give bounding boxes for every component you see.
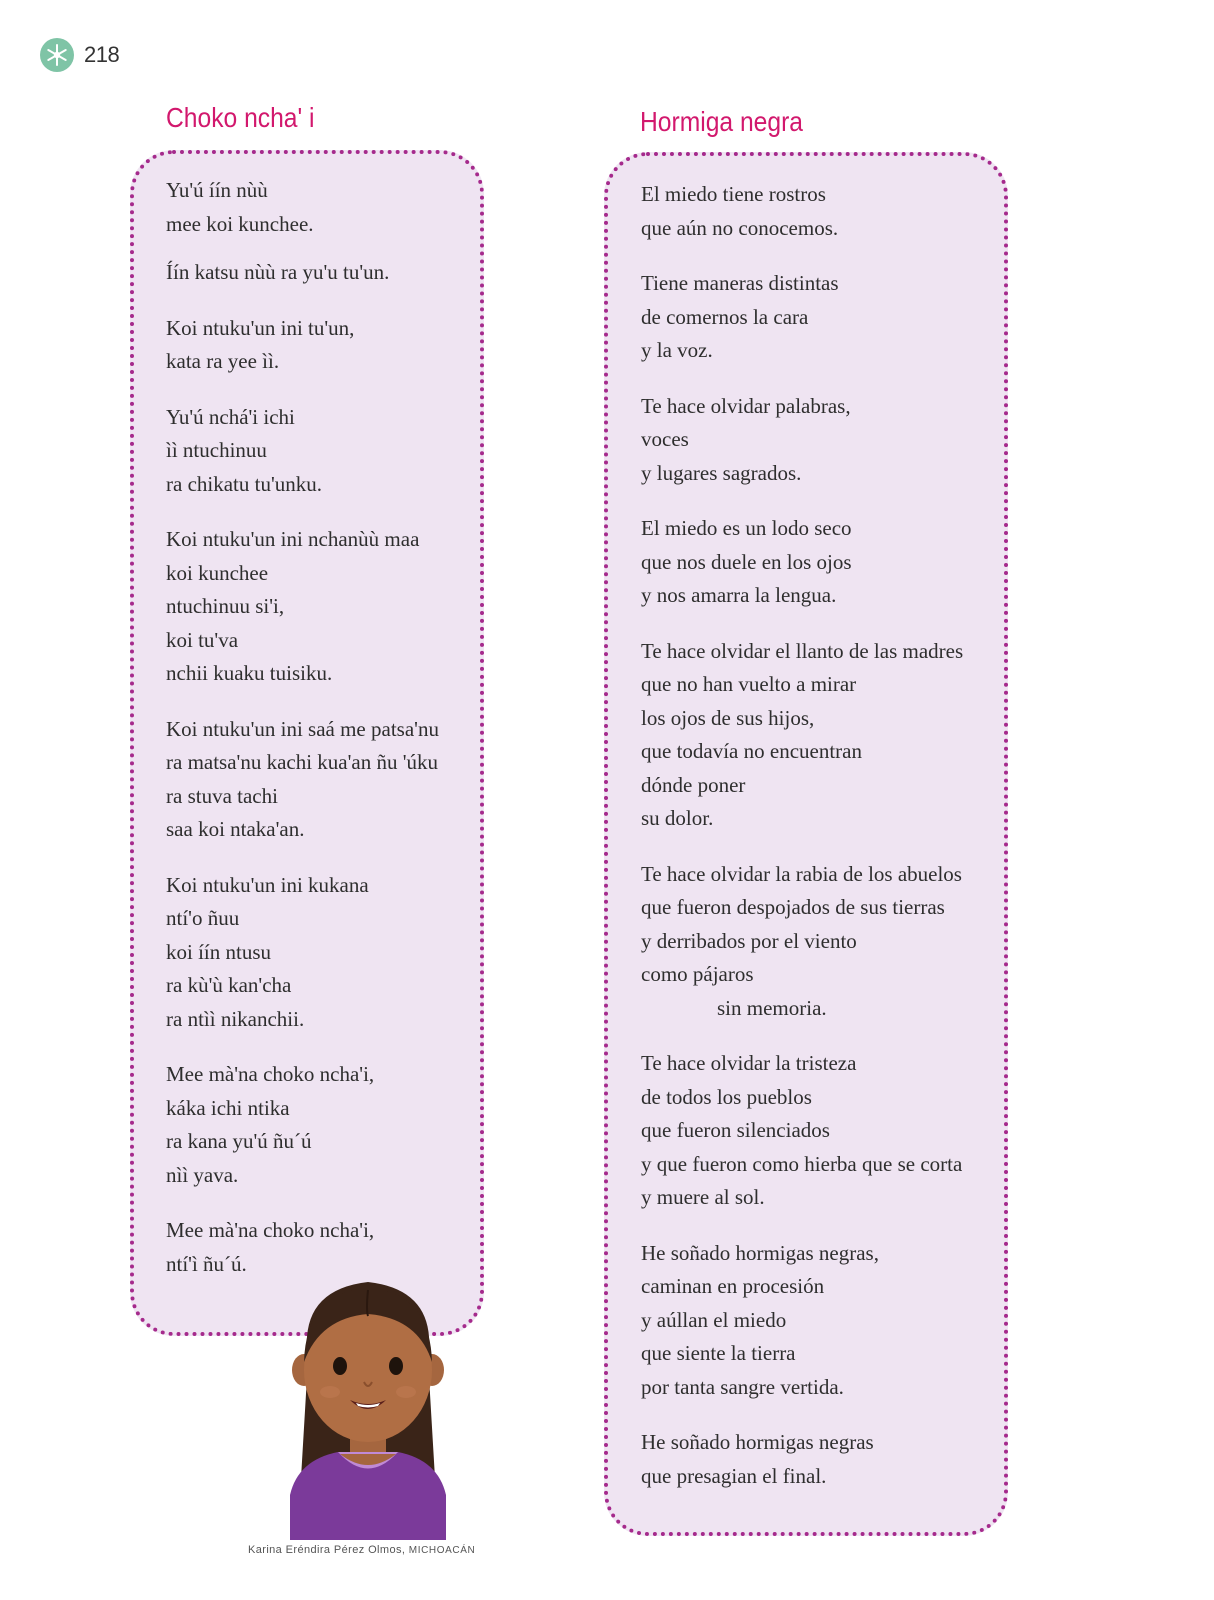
- poem-line: los ojos de sus hijos,: [641, 705, 815, 730]
- stanza: [166, 869, 476, 1037]
- stanza: [166, 401, 476, 502]
- author-name: Karina Eréndira Pérez Olmos,: [248, 1544, 406, 1556]
- poem-line: ra ntìì nikanchii.: [166, 1006, 305, 1031]
- poem-line: nchii kuaku tuisiku.: [166, 661, 333, 685]
- poem-line: nìì yava.: [166, 1162, 239, 1187]
- poem-line: ra matsa'nu kachi kua'an ñu 'úku: [166, 750, 439, 774]
- poem-line: mee koi kunchee.: [166, 211, 314, 236]
- stanza: [641, 858, 1011, 1026]
- poem-line: ra kana yu'ú ñu´ú: [166, 1129, 312, 1153]
- poem-line: Mee mà'na choko ncha'i,: [166, 1062, 375, 1086]
- poem-line: El miedo es un lodo seco: [641, 516, 852, 540]
- poem-line: ntí'o ñuu: [166, 906, 240, 930]
- poem-line: Koi ntuku'un ini kukana: [166, 872, 369, 897]
- poem-line: He soñado hormigas negras,: [641, 1240, 879, 1265]
- poem-line: voces: [641, 427, 689, 451]
- stanza: [166, 256, 476, 290]
- poem-line: ntuchinuu si'i,: [166, 594, 285, 618]
- poem-line: de comernos la cara: [641, 304, 809, 329]
- stanza: [641, 512, 1011, 613]
- poem-line: Te hace olvidar palabras,: [641, 393, 851, 418]
- stanza: [166, 713, 476, 847]
- poem-line: que nos duele en los ojos: [641, 549, 852, 574]
- stanza: [641, 635, 1011, 836]
- page-number: 218: [84, 42, 120, 67]
- poem-line: saa koi ntaka'an.: [166, 817, 305, 841]
- poem-line: y la voz.: [641, 338, 713, 362]
- poem-line: de todos los pueblos: [641, 1084, 812, 1109]
- poem-line: que todavía no encuentran: [641, 739, 862, 763]
- author-credit: [248, 1544, 475, 1556]
- poem-line: koi íín ntusu: [166, 939, 272, 964]
- poem-line: ra chikatu tu'unku.: [166, 471, 322, 496]
- stanza: [166, 174, 476, 241]
- poem-line: como pájaros: [641, 962, 754, 986]
- poem-line: káka ichi ntika: [166, 1095, 290, 1120]
- poem-line: que presagian el final.: [641, 1463, 827, 1488]
- poem-line: dónde poner: [641, 772, 746, 797]
- author-portrait: [268, 1270, 468, 1540]
- stanza: [641, 267, 1011, 368]
- poem-line: ntí'ì ñu´ú.: [166, 1251, 247, 1276]
- poem-line: y muere al sol.: [641, 1185, 765, 1209]
- page-header: [40, 38, 119, 72]
- poem-line: koi tu'va: [166, 627, 239, 652]
- poem-line: Te hace olvidar la rabia de los abuelos: [641, 861, 962, 886]
- poem-line: ra kù'ù kan'cha: [166, 973, 292, 997]
- poem-line: Koi ntuku'un ini tu'un,: [166, 315, 355, 340]
- stanza: [641, 1426, 1011, 1493]
- stanza: [166, 312, 476, 379]
- poem-line: que fueron despojados de sus tierras: [641, 895, 945, 919]
- poem-line: caminan en procesión: [641, 1274, 825, 1298]
- stanza: [166, 1058, 476, 1192]
- poem-line: Íín katsu nùù ra yu'u tu'un.: [166, 260, 390, 284]
- poem-line: Koi ntuku'un ini nchanùù maa: [166, 527, 420, 551]
- poem-line: que aún no conocemos.: [641, 215, 839, 240]
- poem-line: por tanta sangre vertida.: [641, 1374, 844, 1399]
- poem-line: Tiene maneras distintas: [641, 271, 839, 295]
- left-poem-body: [166, 174, 476, 1303]
- poem-line: Yu'ú íín nùù: [166, 178, 268, 202]
- poem-line: Te hace olvidar el llanto de las madres: [641, 638, 964, 663]
- stanza: [166, 523, 476, 691]
- poem-line: que siente la tierra: [641, 1341, 796, 1365]
- poem-line: sin memoria.: [717, 995, 827, 1020]
- poem-line: ìì ntuchinuu: [166, 438, 267, 462]
- author-state: MICHOACÁN: [408, 1545, 476, 1556]
- poem-line: He soñado hormigas negras: [641, 1430, 874, 1454]
- poem-line: ra stuva tachi: [166, 783, 278, 808]
- poem-line: Te hace olvidar la tristeza: [641, 1051, 857, 1075]
- poem-line: Mee mà'na choko ncha'i,: [166, 1218, 375, 1242]
- stanza: [641, 1047, 1011, 1215]
- poem-line: Yu'ú nchá'i ichi: [166, 404, 295, 429]
- left-poem-title: Choko ncha' i: [166, 102, 315, 133]
- right-poem-title: Hormiga negra: [640, 106, 803, 137]
- poem-line: El miedo tiene rostros: [641, 182, 826, 206]
- poem-line: Koi ntuku'un ini saá me patsa'nu: [166, 716, 439, 741]
- poem-line: que no han vuelto a mirar: [641, 672, 857, 696]
- stanza: [641, 178, 1011, 245]
- poem-line: y derribados por el viento: [641, 928, 857, 953]
- right-poem-body: [641, 178, 1011, 1515]
- snowflake-icon: [40, 38, 74, 72]
- poem-line: kata ra yee ìì.: [166, 349, 280, 373]
- stanza: [641, 1237, 1011, 1405]
- poem-line: su dolor.: [641, 806, 714, 830]
- poem-line: y lugares sagrados.: [641, 460, 802, 485]
- poem-line: que fueron silenciados: [641, 1118, 830, 1142]
- stanza: [641, 390, 1011, 491]
- poem-line: y que fueron como hierba que se corta: [641, 1151, 963, 1176]
- poem-line: koi kunchee: [166, 560, 269, 585]
- poem-line: y nos amarra la lengua.: [641, 583, 837, 607]
- poem-line: y aúllan el miedo: [641, 1307, 787, 1332]
